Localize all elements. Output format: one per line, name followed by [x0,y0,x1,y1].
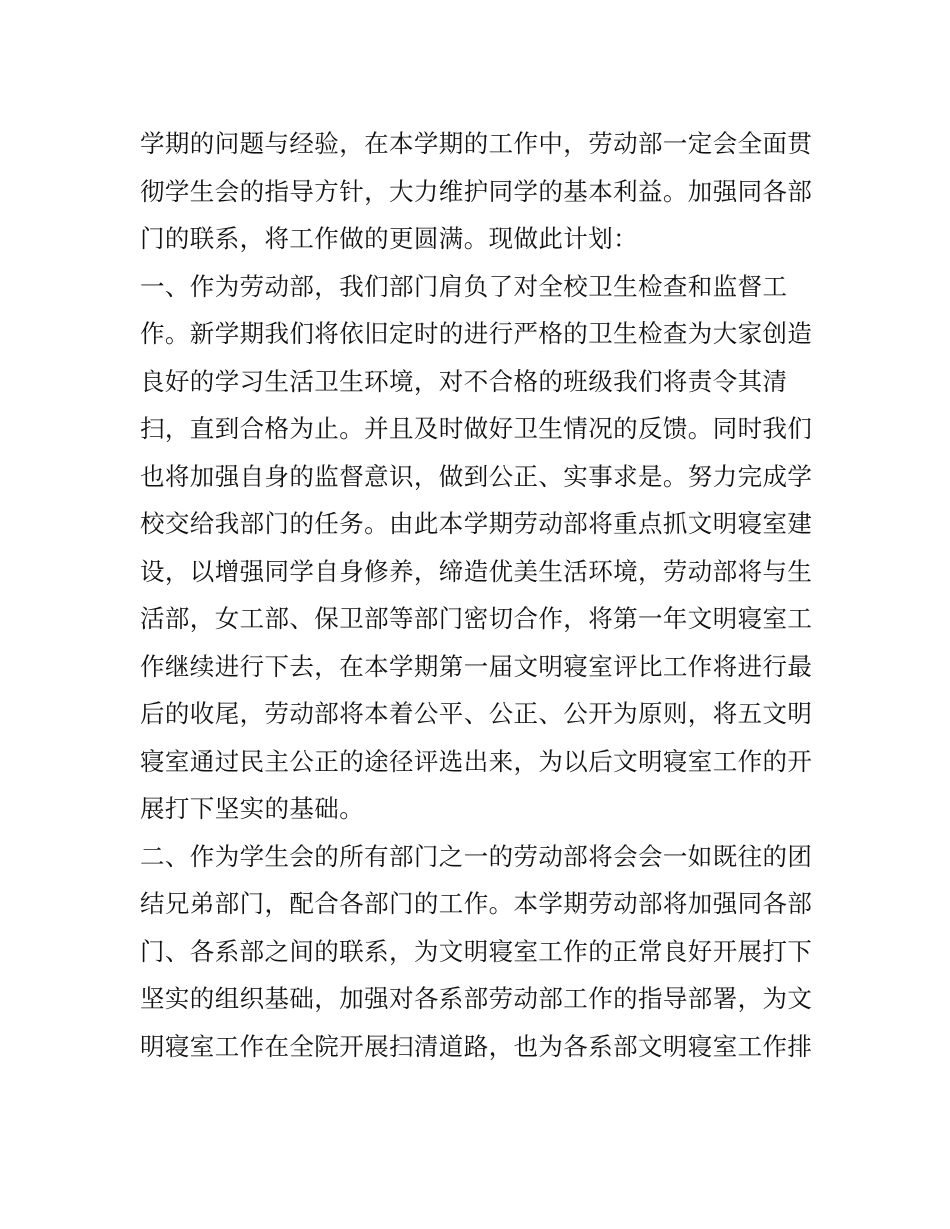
text-line-4: 一、作为劳动部，我们部门肩负了对全校卫生检查和监督工 [140,271,788,301]
text-line-9: 校交给我部门的任务。由此本学期劳动部将重点抓文明寝室建 [140,509,813,538]
text-line-2: 彻学生会的指导方针，大力维护同学的基本利益。加强同各部 [140,176,813,206]
text-line-11: 活部，女工部、保卫部等部门密切合作，将第一年文明寝室工 [140,604,813,633]
text-line-18: 门、各系部之间的联系，为文明寝室工作的正常良好开展打下 [140,936,813,966]
text-line-14: 寝室通过民主公正的途径评选出来，为以后文明寝室工作的开 [140,746,813,776]
body-text [140,120,830,1070]
text-line-17: 结兄弟部门，配合各部门的工作。本学期劳动部将加强同各部 [140,889,813,918]
text-line-3: 门的联系，将工作做的更圆满。现做此计划： [140,224,638,253]
text-line-5: 作。新学期我们将依旧定时的进行严格的卫生检查为大家创造 [140,319,813,348]
text-line-8: 也将加强自身的监督意识，做到公正、实事求是。努力完成学 [140,461,813,491]
text-line-7: 扫，直到合格为止。并且及时做好卫生情况的反馈。同时我们 [140,414,813,443]
text-line-1: 学期的问题与经验，在本学期的工作中，劳动部一定会全面贯 [140,129,813,158]
text-line-12: 作继续进行下去，在本学期第一届文明寝室评比工作将进行最 [140,651,813,681]
text-line-16: 二、作为学生会的所有部门之一的劳动部将会会一如既往的团 [140,841,813,871]
text-line-10: 设，以增强同学自身修养，缔造优美生活环境，劳动部将与生 [140,556,813,586]
text-line-20: 明寝室工作在全院开展扫清道路，也为各系部文明寝室工作排 [140,1031,813,1061]
text-line-15: 展打下坚实的基础。 [140,794,365,823]
text-line-19: 坚实的组织基础，加强对各系部劳动部工作的指导部署，为文 [140,984,813,1013]
text-line-6: 良好的学习生活卫生环境，对不合格的班级我们将责令其清 [140,366,788,396]
text-line-13: 后的收尾，劳动部将本着公平、公正、公开为原则，将五文明 [140,699,813,728]
